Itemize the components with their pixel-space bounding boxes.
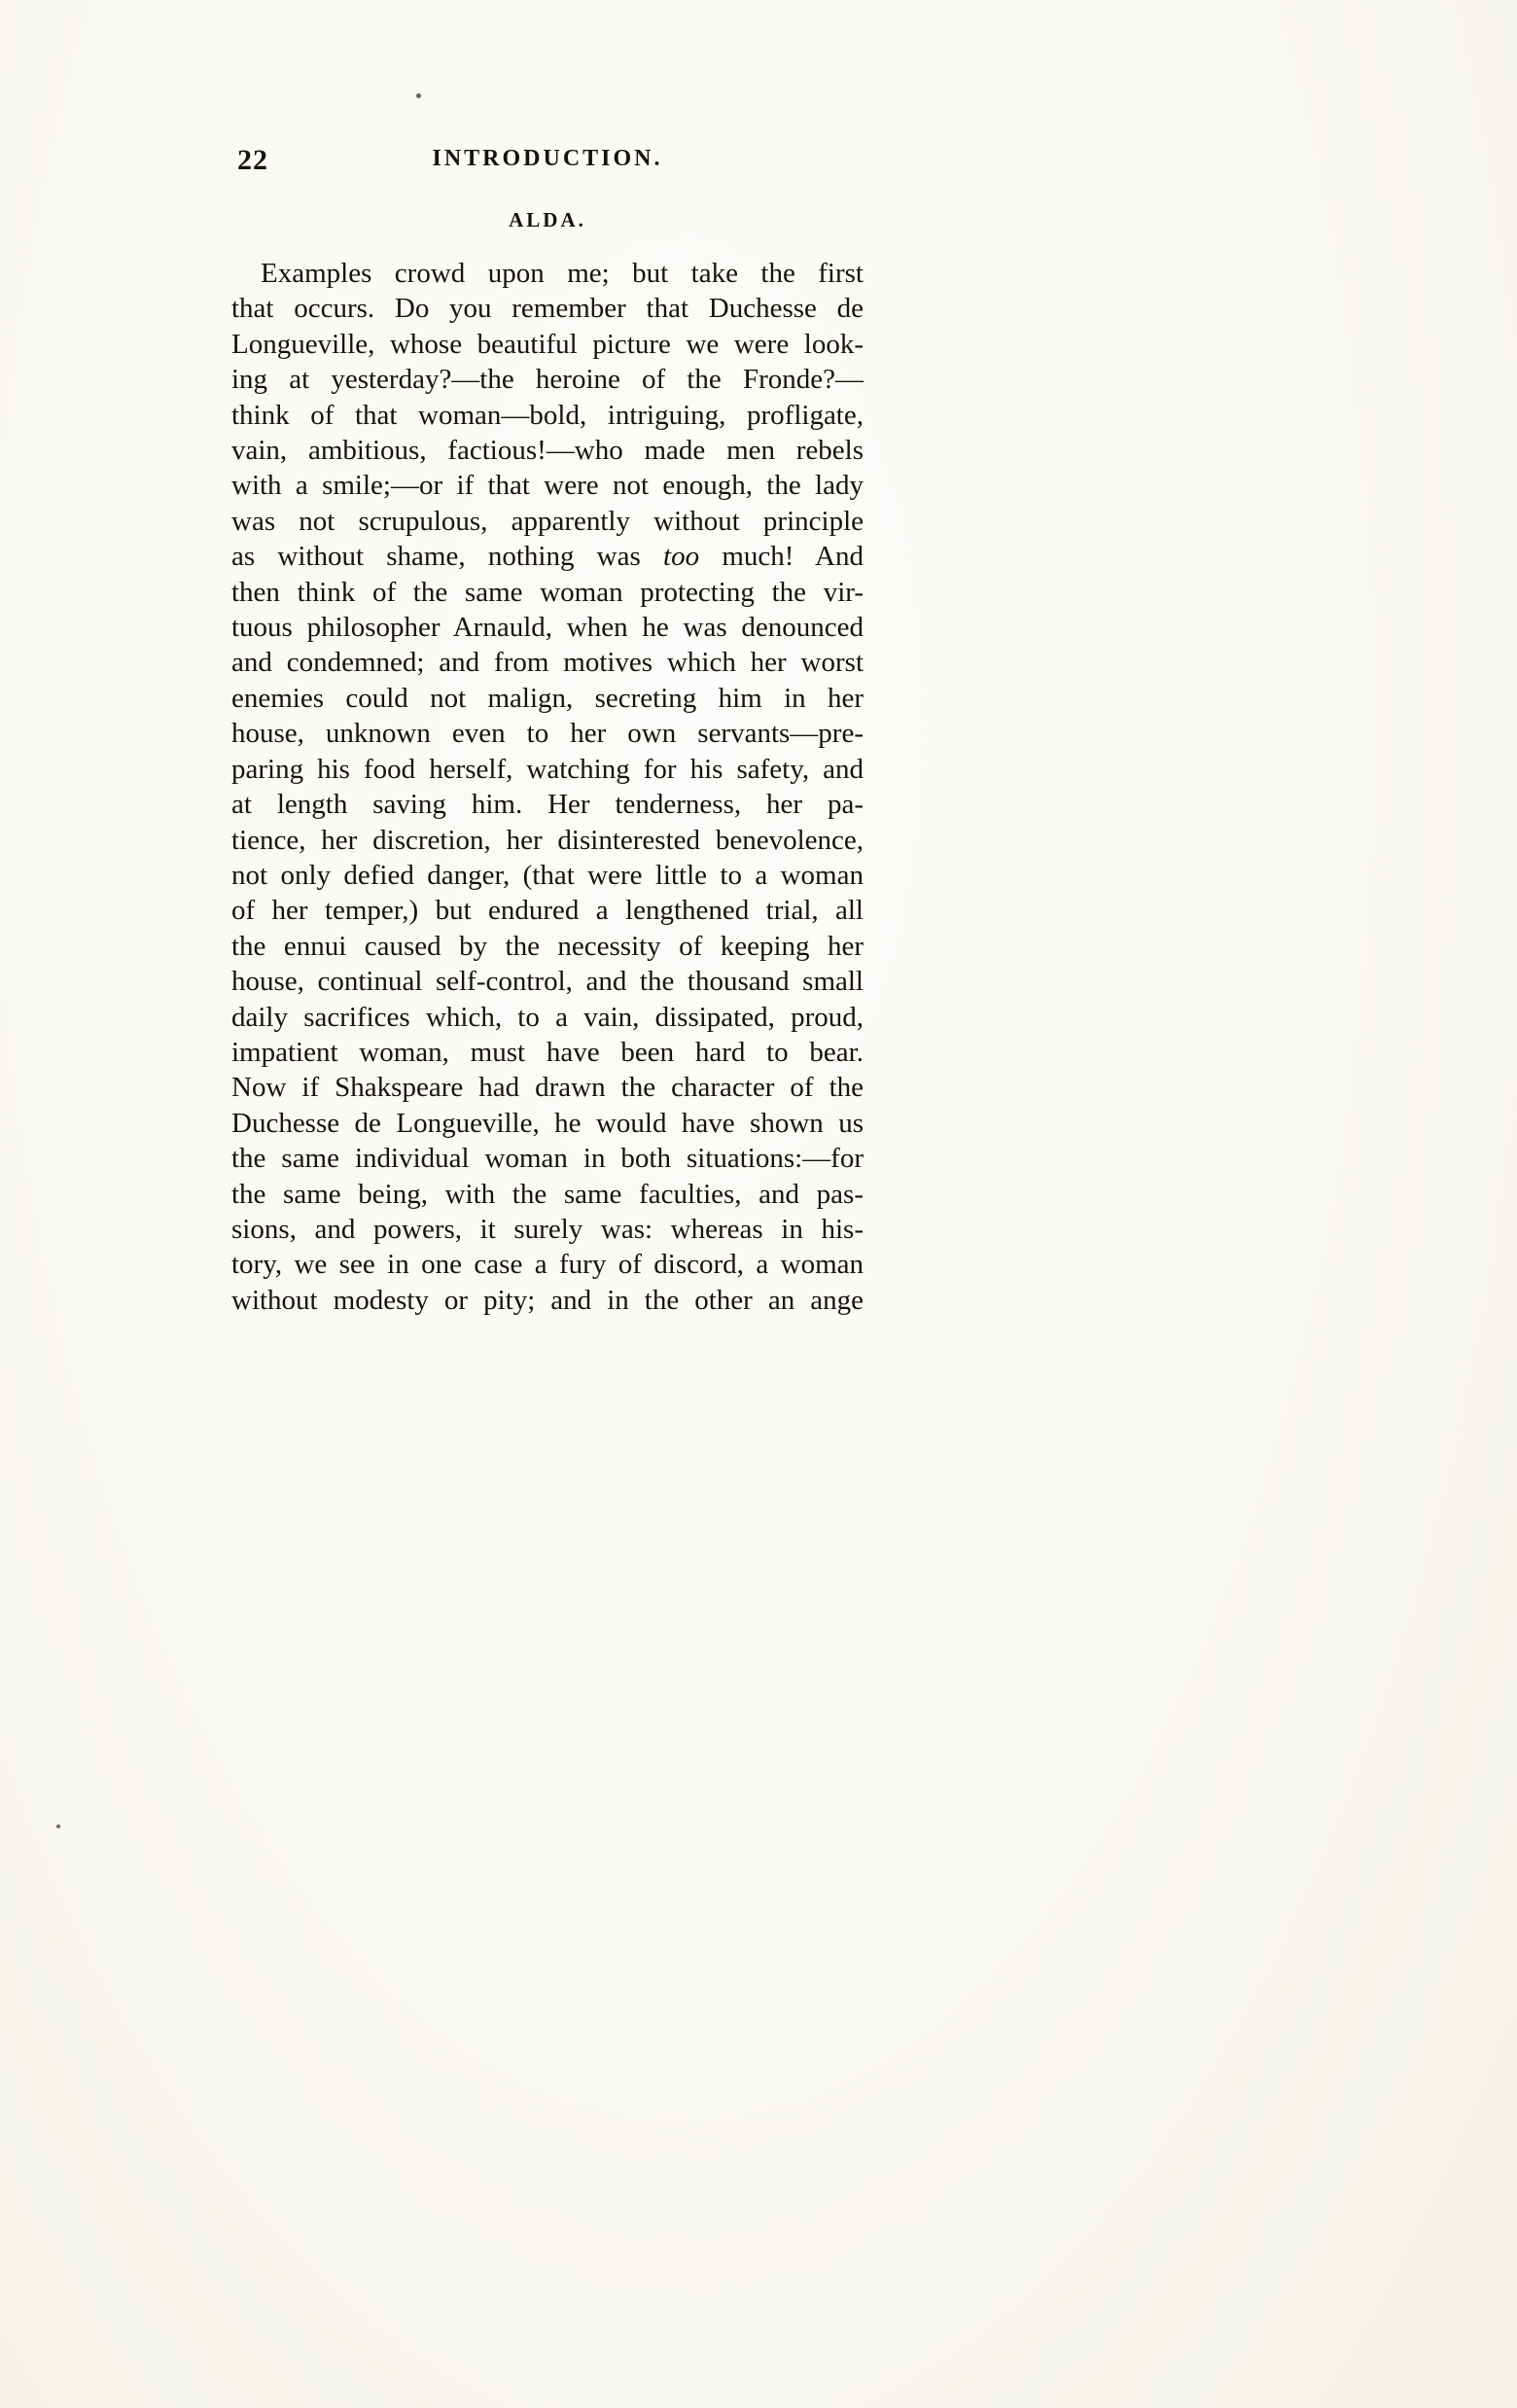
body-line — [231, 893, 864, 928]
body-line-segment: think of that woman—bold, intriguing, profligate, — [231, 399, 864, 431]
body-line-segment: then think of the same woman protecting the vir- — [231, 576, 864, 608]
body-line-segment: house, unknown even to her own servants—pre- — [231, 718, 864, 750]
body-line — [231, 291, 864, 326]
body-line-segment: at length saving him. Her tenderness, her pa- — [231, 789, 864, 821]
body-line-segment: the ennui caused by the necessity of keeping her — [231, 930, 864, 962]
body-line-segment: tience, her discretion, her disinterested benevolence, — [231, 824, 864, 856]
body-line — [231, 362, 864, 397]
body-line-segment: tuous philosopher Arnauld, when he was denounced — [231, 612, 864, 644]
body-line — [231, 327, 864, 362]
scan-speck — [56, 1824, 60, 1828]
body-line-segment: Longueville, whose beautiful picture we were look- — [231, 328, 864, 360]
body-line — [231, 1106, 864, 1141]
body-line — [231, 1177, 864, 1212]
body-line — [231, 504, 864, 539]
body-text — [231, 256, 864, 1318]
body-line — [231, 1070, 864, 1105]
body-line-segment: vain, ambitious, factious!—who made men rebels — [231, 435, 864, 467]
body-line — [231, 610, 864, 645]
body-line — [231, 398, 864, 433]
body-line — [231, 681, 864, 716]
body-line-segment: ing at yesterday?—the heroine of the Fronde?— — [231, 364, 864, 396]
body-line-segment: not only defied danger, (that were little to a woman — [231, 859, 864, 891]
body-line — [231, 1283, 864, 1318]
body-line — [231, 964, 864, 999]
body-line-segment: daily sacrifices which, to a vain, dissipated, proud, — [231, 1001, 864, 1033]
body-line — [231, 752, 864, 787]
body-line — [231, 787, 864, 822]
body-line — [231, 1141, 864, 1176]
body-line-segment: sions, and powers, it surely was: whereas in his- — [231, 1213, 864, 1245]
body-line-segment: and condemned; and from motives which her worst — [231, 647, 864, 679]
body-line-segment: of her temper,) but endured a lengthened trial, all — [231, 895, 864, 927]
body-line-segment: that occurs. Do you remember that Duchesse de — [231, 293, 864, 325]
body-line-segment: the same individual woman in both situations:—for — [231, 1143, 864, 1175]
body-line-segment: Examples crowd upon me; but take the first — [261, 258, 864, 289]
body-line — [231, 929, 864, 964]
body-line-segment: paring his food herself, watching for his safety, and — [231, 753, 864, 785]
body-line — [231, 433, 864, 468]
running-title: INTRODUCTION. — [432, 146, 663, 171]
body-line — [231, 645, 864, 680]
body-line-segment: enemies could not malign, secreting him in her — [231, 682, 864, 714]
page-header — [231, 142, 864, 181]
body-line-segment: impatient woman, must have been hard to bear. — [231, 1036, 864, 1068]
body-line-segment: tory, we see in one case a fury of discord, a woman — [231, 1249, 864, 1281]
body-line-segment: much! And — [699, 541, 864, 573]
body-line — [231, 575, 864, 610]
body-line-segment: without modesty or pity; and in the other an ange — [231, 1284, 864, 1316]
body-line — [231, 256, 864, 291]
italic-word: too — [663, 541, 700, 573]
body-line-segment: Now if Shakspeare had drawn the character of the — [231, 1072, 864, 1104]
body-line-segment: with a smile;—or if that were not enough, the lady — [231, 470, 864, 502]
body-line — [231, 1247, 864, 1282]
text-block — [231, 142, 864, 1318]
body-line — [231, 823, 864, 858]
body-line — [231, 716, 864, 751]
body-line-segment: as without shame, nothing was — [231, 541, 664, 573]
body-line — [231, 858, 864, 893]
page-number: 22 — [237, 144, 268, 176]
body-line — [231, 1000, 864, 1035]
body-line — [231, 1212, 864, 1247]
body-line-segment: was not scrupulous, apparently without principle — [231, 505, 864, 537]
body-line-segment: the same being, with the same faculties, and pas- — [231, 1178, 864, 1210]
body-line-segment: Duchesse de Longueville, he would have shown us — [231, 1107, 864, 1139]
body-line — [231, 539, 864, 574]
section-heading: ALDA. — [509, 208, 586, 231]
scan-speck — [416, 93, 421, 98]
body-line-segment: house, continual self-control, and the thousand small — [231, 966, 864, 998]
body-line — [231, 468, 864, 503]
body-line — [231, 1035, 864, 1070]
